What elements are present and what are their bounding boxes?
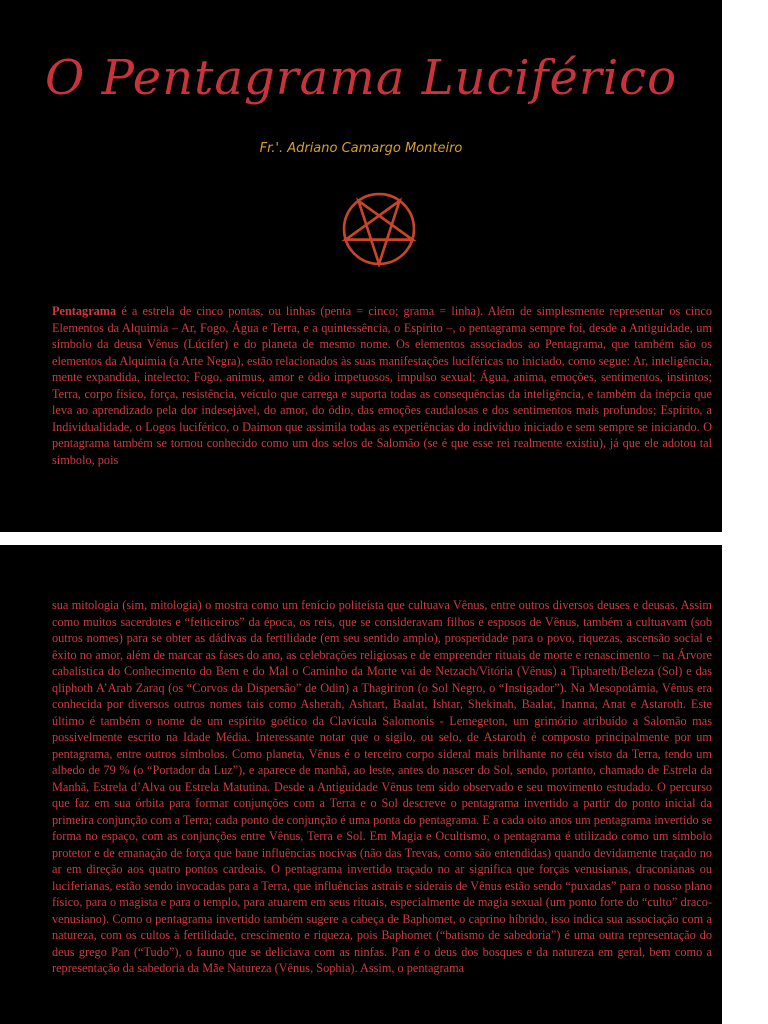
document-author: Fr.'. Adriano Camargo Monteiro bbox=[259, 141, 463, 156]
document-page-2 bbox=[0, 545, 722, 1024]
body-paragraph-1 bbox=[52, 303, 712, 468]
document-title: O Pentagrama Luciférico bbox=[45, 50, 677, 106]
lead-term: Pentagrama bbox=[52, 304, 117, 318]
document-page-1 bbox=[0, 0, 722, 532]
body-paragraph-2: sua mitologia (sim, mitologia) o mostra como um fenício politeísta que cultuava Vênus, entre outros diversos deuses e deusas. Assim como muitos sacerdotes e “feiticeiros” da época, os reis, que se consideravam filhos e esposos de Vênus, também a cultuavam (sob outros nomes) para se obter as dádivas da fertilidade (em seu sentido amplo), prosperidade para o povo, riquezas, ascensão social e êxito no amor, além de marcar as fases do ano, as celebrações religiosas e de empreender rituais de morte e renascimento – na Árvore cabalística do Conhecimento do Bem e do Mal o Caminho da Morte vai de Netzach/Vitória (Vênus) a Tiphareth/Beleza (Sol) e das qliphoth A’Arab Zaraq (os “Corvos da Dispersão” de Odin) a Thagiriron (o Sol Negro, o “Instigador”). Na Mesopotâmia, Vênus era conhecida por diversos outros nomes tais como Asherah, Ashtart, Baalat, Ishtar, Shekinah, Baalat, Inanna, Anat e Astaroth. Este último é também o nome de um espírito goético da Clavícula Salomonis - Lemegeton, um grimório atribuído a Salomão mas possivelmente escrito na Idade Média. Interessante notar que o sigilo, ou selo, de Astaroth é composto principalmente por um pentagrama, entre outros símbolos. Como planeta, Vênus é o terceiro corpo sideral mais brilhante no céu visto da Terra, tendo um albedo de 79 % (o “Portador da Luz”), e aparece de manhã, ao leste, antes do nascer do Sol, sendo, portanto, chamado de Estrela da Manhã, Estrela d’Alva ou Estrela Matutina. Desde a Antiguidade Vênus tem sido observado e seu movimento estudado. O percurso que faz em sua órbita para formar conjunções com a Terra e o Sol descreve o pentagrama invertido a partir do ponto inicial da primeira conjunção com a Terra; cada ponto de conjunção é uma ponta do pentagrama. E a cada oito anos um pentagrama invertido se forma no espaço, com as conjunções entre Vênus, Terra e Sol. Em Magia e Ocultismo, o pentagrama é utilizado como um símbolo protetor e de emanação de força que bane influências nocivas (não das Trevas, como são entendidas) quando devidamente traçado no ar em direção aos quatro pontos cardeais. O pentagrama invertido traçado no ar significa que forças venusianas, draconianas ou luciferianas, estão sendo invocadas para a Terra, que influências astrais e siderais de Vênus estão sendo “puxadas” para o nosso plano físico, para o magista e para o templo, para atuarem em seus rituais, especialmente de magia sexual (um ponto forte do “culto” draco-venusiano). Como o pentagrama invertido também sugere a cabeça de Baphomet, o caprino híbrido, isso indica sua associação com a natureza, com os cultos à fertilidade, crescimento e riqueza, pois Baphomet (“batismo de sabedoria”) é uma outra representação do deus grego Pan (“Tudo”), o fauno que se deliciava com as ninfas. Pan é o deus dos bosques e da natureza em geral, bem como a representação da sabedoria da Mãe Natureza (Vênus, Sophia). Assim, o pentagrama bbox=[52, 598, 712, 975]
paragraph-text: é a estrela de cinco pontas, ou linhas (penta = cinco; grama = linha). Além de simplesmente representar os cinco Elementos da Alquimia – Ar, Fogo, Água e Terra, e a quintessência, o Espírito –, o pentagrama sempre foi, desde a Antiguidade, um símbolo da deusa Vênus (Lúcifer) e do planeta de mesmo nome. Os elementos associados ao Pentagrama, que também são os elementos da Alquimia (a Arte Negra), estão relacionados às suas manifestações luciféricas no iniciado, como segue: Ar, inteligência, mente expandida, intelecto; Fogo, animus, amor e ódio impetuosos, impulso sexual; Água, anima, emoções, sentimentos, instintos; Terra, corpo físico, força, resistência, veículo que carrega e suporta todas as consequências da inteligência, e também da inépcia que leva ao aprendizado pela dor indesejável, do amor, do ódio, das emoções caudalosas e dos sentimentos mais profundos; Espírito, a Individualidade, o Logos luciférico, o Daimon que assimila todas as experiências do indivíduo iniciado e sem sempre se iniciando. O pentagrama também se tornou conhecido como um dos selos de Salomão (se é que esse rei realmente existiu), já que ele adotou tal símbolo, pois bbox=[52, 304, 712, 467]
inverted-pentagram-icon bbox=[341, 191, 417, 267]
